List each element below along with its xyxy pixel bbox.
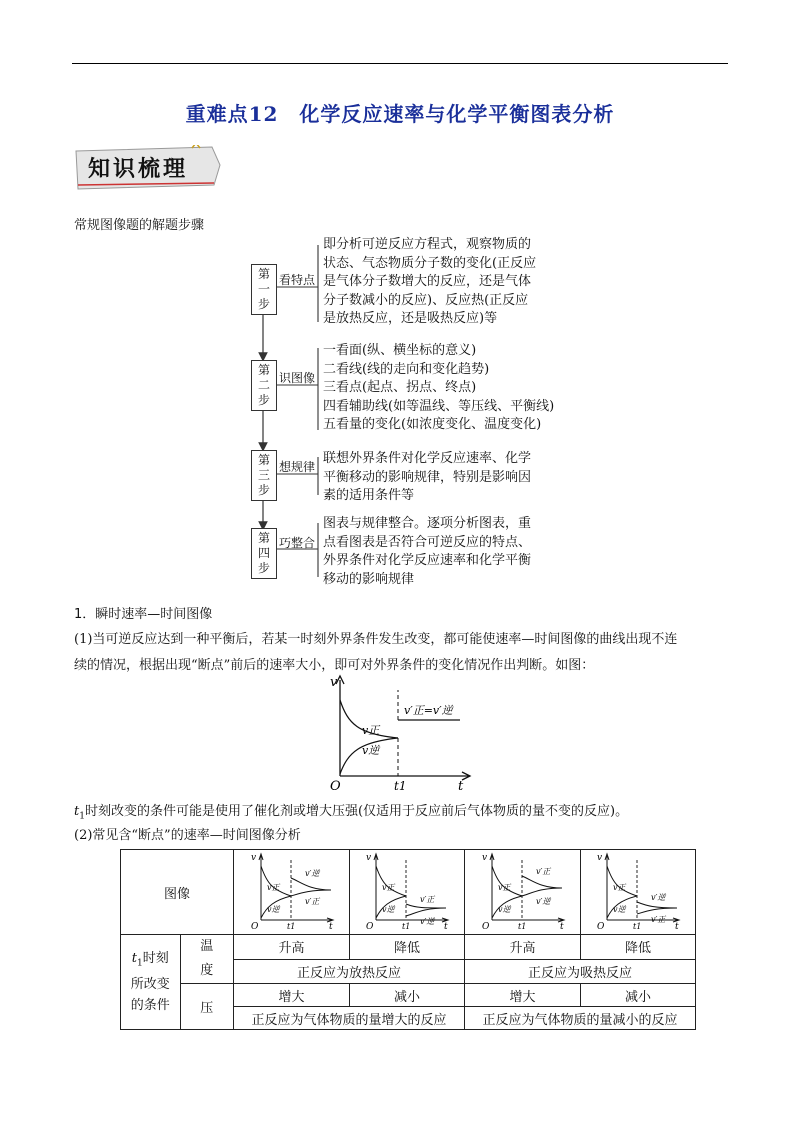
subscript: 1 [137, 958, 143, 969]
mini-graph-4 [593, 850, 683, 930]
step-box-char: 步 [257, 393, 270, 407]
lower-curve [522, 888, 562, 896]
upper-curve [406, 904, 446, 908]
step-desc-2 [323, 342, 554, 435]
mini-graph-cell [581, 850, 696, 935]
desc-line: 图表与规律整合。逐项分析图表，重 [323, 516, 532, 531]
upper-curve-label: v′正 [420, 895, 435, 904]
step-box-char: 三 [257, 468, 270, 482]
t1-label: t1 [517, 922, 526, 930]
badge-text: 知识梳理 [88, 156, 189, 182]
paragraph-line: (2)常见含“断点”的速率—时间图像分析 [74, 828, 301, 843]
row-header-condition [121, 935, 181, 1030]
step-box-char: 步 [257, 483, 270, 497]
desc-line: 即分析可逆反应方程式，观察物质的 [323, 237, 532, 252]
pressure-value: 增大 [465, 984, 581, 1007]
temp-label-char: 温 [200, 939, 214, 954]
mini-graph-cell [234, 850, 350, 935]
pressure-merged: 正反应为气体物质的量减小的反应 [465, 1007, 696, 1030]
desc-line: 五看量的变化(如浓度变化、温度变化) [323, 417, 542, 433]
origin-label: O [366, 922, 374, 930]
step-desc-4 [323, 515, 531, 589]
desc-line: 是气体分子数增大的反应，还是气体 [323, 274, 532, 290]
axis-v-label: v [366, 853, 372, 863]
t1-label: t1 [402, 922, 411, 930]
pressure-value: 减小 [350, 984, 465, 1007]
step-box-char: 二 [257, 378, 270, 392]
step-label-1: 看特点 [279, 273, 316, 287]
cond-line-1: $t_1$时刻 [131, 950, 169, 969]
section-heading: 1．瞬时速率—时间图像 [74, 607, 213, 622]
step-box-2 [251, 360, 277, 411]
desc-line: 分子数减小的反应)、反应热(正反应 [323, 292, 529, 308]
upper-curve-label: v′逆 [651, 893, 666, 902]
v-forward-label: v正 [266, 883, 280, 892]
note-text: 时刻改变的条件可能是使用了催化剂或增大压强(仅适用于反应前后气体物质的量不变的反应)。 [84, 804, 629, 819]
lower-curve-label: v′逆 [420, 917, 435, 926]
lower-curve-label: v′正 [651, 915, 666, 924]
row-header-image: 图像 [121, 850, 234, 935]
cond-line-2: 所改变 [130, 977, 170, 993]
lower-curve-label: v′逆 [535, 897, 550, 906]
temp-value: 升高 [465, 935, 581, 960]
desc-line: 外界条件对化学反应速率和化学平衡 [323, 553, 532, 569]
lower-curve [637, 908, 677, 914]
temp-value: 升高 [234, 935, 350, 960]
step-box-4 [251, 528, 277, 579]
v-reverse-label: v逆 [613, 905, 626, 914]
upper-curve-label: v′逆 [304, 869, 319, 878]
upper-curve [291, 878, 331, 890]
desc-line: 点看图表是否符合可逆反应的特点、 [323, 534, 532, 550]
t1-label: t1 [633, 922, 642, 930]
v-reverse-label: v逆 [266, 905, 280, 914]
desc-line: 平衡移动的影响规律，特别是影响因 [323, 469, 532, 485]
mini-graph-3 [478, 850, 568, 930]
rate-time-graph [320, 672, 480, 792]
step-label-2: 识图像 [279, 371, 316, 385]
axis-t-label: t [444, 922, 448, 930]
step-label-3: 想规律 [279, 460, 316, 474]
v-forward-label: v正 [362, 724, 380, 737]
v-forward-label: v正 [613, 883, 626, 892]
step-box-char: 步 [257, 561, 270, 575]
cond-line-3: 的条件 [130, 998, 170, 1014]
upper-curve [522, 876, 562, 888]
desc-line: 三看点(起点、拐点、终点) [323, 380, 477, 396]
axis-v-label: v [597, 853, 603, 863]
v-forward-label: v正 [382, 883, 395, 892]
v-reverse-label: v逆 [382, 905, 395, 914]
pressure-value: 减小 [581, 984, 696, 1007]
axis-t-label: t [559, 922, 564, 930]
desc-line: 二看线(线的走向和变化趋势) [323, 361, 490, 377]
step-desc-1 [323, 236, 536, 329]
origin-label: O [597, 922, 605, 930]
axis-v-label: v [330, 675, 338, 690]
mini-graph-cell [465, 850, 581, 935]
axis-v-label: v [481, 853, 487, 863]
mini-graph-cell [350, 850, 465, 935]
desc-line: 一看面(纵、横坐标的意义) [323, 343, 477, 358]
desc-line: 素的适用条件等 [323, 488, 415, 504]
mini-graph-1 [247, 850, 337, 930]
pressure-value: 增大 [234, 984, 350, 1007]
desc-line: 四看辅助线(如等温线、等压线、平衡线) [323, 398, 555, 414]
rate-condition-table [120, 849, 696, 1030]
note-line: $t_1$时刻改变的条件可能是使用了催化剂或增大压强(仅适用于反应前后气体物质的量不变的反应)。 [74, 804, 629, 822]
cond-line-1-text: 时刻 [142, 950, 169, 966]
v-forward-label: v正 [497, 883, 511, 892]
axis-t-label: t [328, 922, 333, 930]
axis-v-label: v [250, 853, 256, 863]
desc-line: 联想外界条件对化学反应速率、化学 [323, 451, 532, 466]
mini-graph-2 [362, 850, 452, 930]
lower-curve-label: v′正 [304, 897, 319, 906]
origin-label: O [330, 779, 341, 792]
temp-value: 降低 [350, 935, 465, 960]
step-box-char: 一 [257, 282, 270, 296]
paragraph-line: 续的情况，根据出现“断点”前后的速率大小，即可对外界条件的变化情况作出判断。如图： [74, 658, 595, 673]
step-box-char: 第 [257, 531, 270, 545]
desc-line: 是放热反应，还是吸热反应)等 [323, 311, 498, 327]
axis-t-label: t [458, 779, 464, 792]
desc-line: 移动的影响规律 [323, 571, 415, 587]
temp-merged: 正反应为放热反应 [234, 959, 465, 984]
paragraph-line: (1)当可逆反应达到一种平衡后，若某一时刻外界条件发生改变，都可能使速率—时间图像的曲线出现不连 [74, 632, 678, 647]
step-label-4: 巧整合 [279, 536, 316, 550]
page-title: 重难点12 化学反应速率与化学平衡图表分析 [185, 102, 615, 126]
temp-merged: 正反应为吸热反应 [465, 959, 696, 984]
upper-curve [637, 902, 677, 908]
step-box-char: 第 [257, 453, 270, 467]
steps-heading: 常规图像题的解题步骤 [74, 218, 205, 233]
temp-label-char: 度 [200, 963, 214, 978]
step-desc-3 [323, 450, 531, 506]
desc-line: 状态、气态物质分子数的变化(正反应 [323, 255, 537, 271]
t1-label: t1 [286, 922, 295, 930]
temp-value: 降低 [581, 935, 696, 960]
step-box-char: 步 [257, 297, 270, 311]
step-box-1 [251, 264, 277, 315]
lower-curve [406, 908, 446, 916]
t1-label: t1 [394, 779, 407, 792]
temp-label [180, 935, 233, 984]
axis-t-label: t [675, 922, 679, 930]
pressure-label: 压 [180, 984, 233, 1030]
v-reverse-label: v逆 [362, 744, 380, 757]
step-box-char: 第 [257, 363, 270, 377]
origin-label: O [481, 922, 489, 930]
step-box-char: 第 [257, 267, 270, 281]
lower-curve [291, 890, 331, 896]
pressure-merged: 正反应为气体物质的量增大的反应 [234, 1007, 465, 1030]
subscript: 1 [79, 811, 85, 822]
equilibrium-label: v′正=v′逆 [404, 704, 453, 717]
upper-curve-label: v′正 [535, 867, 550, 876]
step-box-char: 四 [257, 546, 270, 560]
v-reverse-label: v逆 [497, 905, 511, 914]
origin-label: O [250, 922, 258, 930]
step-box-3 [251, 450, 277, 501]
